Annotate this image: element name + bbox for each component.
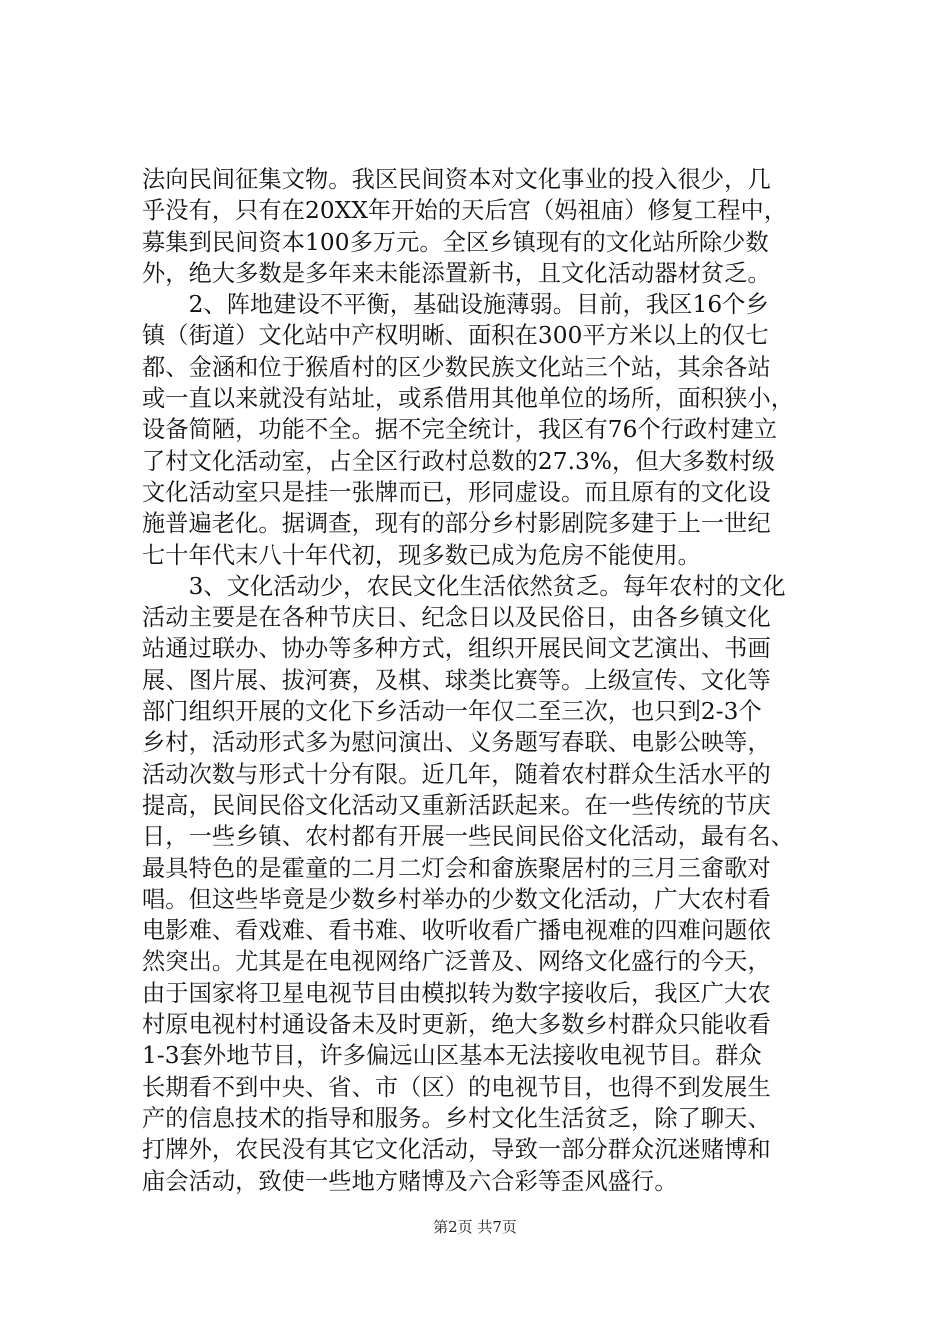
text-line: 乡村，活动形式多为慰问演出、义务题写春联、电影公映等， [142,729,771,757]
text-line: 村原电视村村通设备未及时更新，绝大多数乡村群众只能收看 [142,1011,771,1039]
text-line: 提高，民间民俗文化活动又重新活跃起来。在一些传统的节庆 [142,791,771,819]
text-line: 都、金涵和位于猴盾村的区少数民族文化站三个站，其余各站 [142,353,771,381]
text-line: 然突出。尤其是在电视网络广泛普及、网络文化盛行的今天， [142,948,771,976]
text-line: 部门组织开展的文化下乡活动一年仅二至三次，也只到2-3个 [142,698,762,726]
text-line: 站通过联办、协办等多种方式，组织开展民间文艺演出、书画 [142,635,771,663]
text-line: 3、文化活动少，农民文化生活依然贫乏。每年农村的文化 [142,572,786,600]
body-text [142,164,814,1197]
text-line: 2、阵地建设不平衡，基础设施薄弱。目前，我区16个乡 [142,291,769,319]
text-line: 展、图片展、拔河赛，及棋、球类比赛等。上级宣传、文化等 [142,666,771,694]
text-line: 电影难、看戏难、看书难、收听收看广播电视难的四难问题依 [142,917,771,945]
text-line: 乎没有，只有在20XX年开始的天后宫（妈祖庙）修复工程中， [142,197,788,225]
text-line: 最具特色的是霍童的二月二灯会和畲族聚居村的三月三畲歌对 [142,854,771,882]
text-line: 了村文化活动室，占全区行政村总数的27.3%，但大多数村级 [142,447,776,475]
text-line: 产的信息技术的指导和服务。乡村文化生活贫乏，除了聊天、 [142,1104,771,1132]
text-line: 由于国家将卫星电视节目由模拟转为数字接收后，我区广大农 [142,979,771,1007]
text-line: 镇（街道）文化站中产权明晰、面积在300平方米以上的仅七 [142,322,769,350]
text-line: 庙会活动，致使一些地方赌博及六合彩等歪风盛行。 [142,1167,678,1195]
text-line: 施普遍老化。据调查，现有的部分乡村影剧院多建于上一世纪 [142,510,771,538]
text-line: 活动主要是在各种节庆日、纪念日以及民俗日，由各乡镇文化 [142,604,771,632]
text-line: 唱。但这些毕竟是少数乡村举办的少数文化活动，广大农村看 [142,885,771,913]
text-line: 募集到民间资本100多万元。全区乡镇现有的文化站所除少数 [142,228,769,256]
text-line: 或一直以来就没有站址，或系借用其他单位的场所，面积狭小， [142,385,795,413]
text-line: 设备简陋，功能不全。据不完全统计，我区有76个行政村建立 [142,416,778,444]
text-line: 七十年代末八十年代初，现多数已成为危房不能使用。 [142,541,701,569]
text-line: 长期看不到中央、省、市（区）的电视节目，也得不到发展生 [142,1073,771,1101]
text-line: 1-3套外地节目，许多偏远山区基本无法接收电视节目。群众 [142,1042,762,1070]
text-line: 文化活动室只是挂一张牌而已，形同虚设。而且原有的文化设 [142,478,771,506]
text-line: 外，绝大多数是多年来未能添置新书，且文化活动器材贫乏。 [142,259,771,287]
text-line: 法向民间征集文物。我区民间资本对文化事业的投入很少，几 [142,166,771,193]
text-line: 打牌外，农民没有其它文化活动，导致一部分群众沉迷赌博和 [142,1136,771,1164]
page-footer: 第2页 共7页 [433,1218,517,1236]
text-line: 活动次数与形式十分有限。近几年，随着农村群众生活水平的 [142,760,771,788]
text-line: 日，一些乡镇、农村都有开展一些民间民俗文化活动，最有名、 [142,823,795,851]
